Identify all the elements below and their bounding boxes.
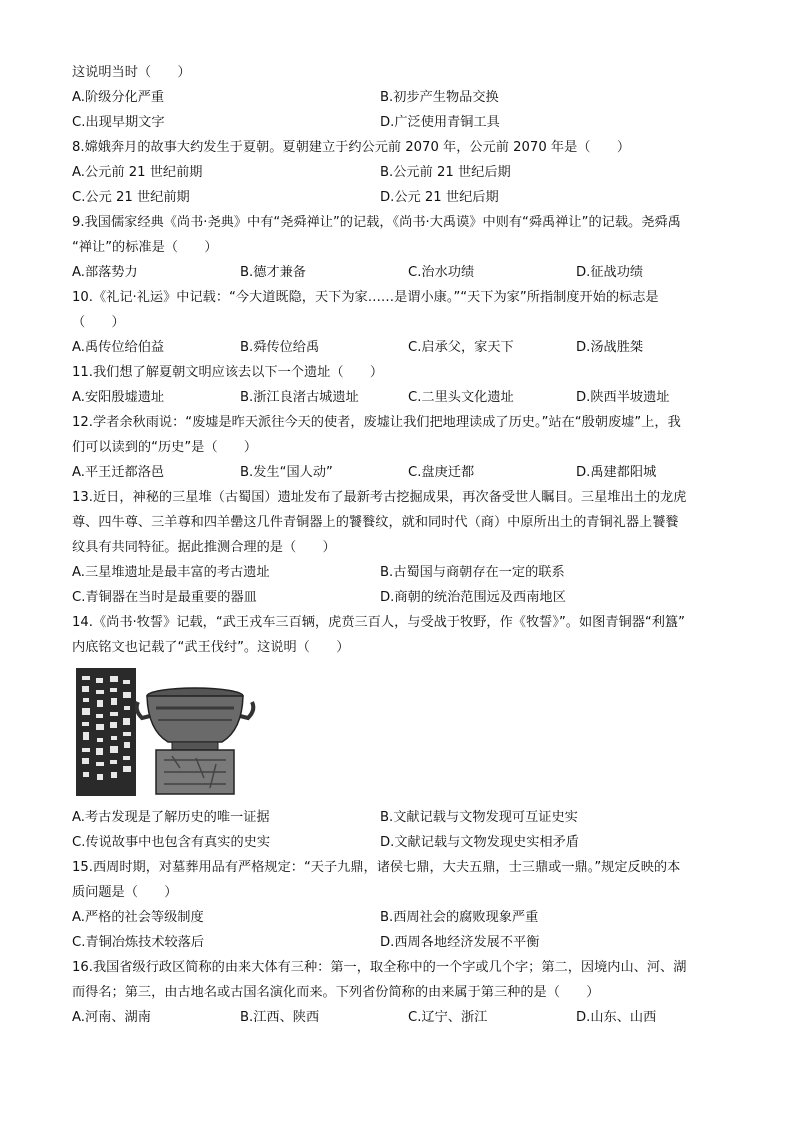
q16-option-b: B.江西、陕西 <box>240 1010 320 1025</box>
li-gui-illustration <box>76 668 256 798</box>
q10-option-a: A.禹传位给伯益 <box>72 340 165 355</box>
intro-stem: 这说明当时（ ） <box>72 65 191 80</box>
q16-stem-line2: 而得名；第三，由古地名或古国名演化而来。下列省份简称的由来属于第三种的是（ ） <box>72 985 600 1000</box>
q12-stem-line2: 们可以读到的“历史”是（ ） <box>72 440 258 455</box>
q16-stem-line1: 16.我国省级行政区简称的由来大体有三种：第一，取全称中的一个字或几个字；第二，因境内山、河、湖 <box>72 960 687 975</box>
q15-stem-line2: 质问题是（ ） <box>72 885 178 900</box>
q12-option-d: D.禹建都阳城 <box>576 465 657 480</box>
q16-option-a: A.河南、湖南 <box>72 1010 151 1025</box>
q10-option-c: C.启承父，家天下 <box>408 340 514 355</box>
q10-stem-line1: 10.《礼记·礼运》中记载：“今大道既隐，天下为家……是谓小康。”“天下为家”所指制度开始的标志是 <box>72 290 659 305</box>
q9-option-d: D.征战功绩 <box>576 265 644 280</box>
q15-option-a: A.严格的社会等级制度 <box>72 910 204 925</box>
q14-option-c: C.传说故事中也包含有真实的史实 <box>72 835 271 850</box>
q10-option-d: D.汤战胜桀 <box>576 340 644 355</box>
q12-stem-line1: 12.学者余秋雨说：“废墟是昨天派往今天的使者，废墟让我们把地理读成了历史。”站在“殷朝废墟”上，我 <box>72 415 681 430</box>
q14-stem-line2: 内底铭文也记载了“武王伐纣”。这说明（ ） <box>72 640 350 655</box>
intro-option-c: C.出现早期文字 <box>72 115 165 130</box>
q8-option-c: C.公元 21 世纪前期 <box>72 190 190 205</box>
bronze-vessel <box>137 688 254 794</box>
q10-stem-line2: （ ） <box>72 315 125 330</box>
q11-option-a: A.安阳殷墟遗址 <box>72 390 165 405</box>
q13-option-a: A.三星堆遗址是最丰富的考古遗址 <box>72 565 270 580</box>
q11-option-b: B.浙江良渚古城遗址 <box>240 390 359 405</box>
intro-option-b: B.初步产生物品交换 <box>380 90 499 105</box>
q13-option-c: C.青铜器在当时是最重要的器皿 <box>72 590 257 605</box>
q9-option-b: B.德才兼备 <box>240 265 306 280</box>
q15-option-b: B.西周社会的腐败现象严重 <box>380 910 539 925</box>
intro-option-a: A.阶级分化严重 <box>72 90 165 105</box>
q13-stem-line3: 纹具有共同特征。据此推测合理的是（ ） <box>72 540 336 555</box>
q9-stem-line2: “禅让”的标准是（ ） <box>72 240 218 255</box>
q11-option-c: C.二里头文化遗址 <box>408 390 514 405</box>
q9-option-a: A.部落势力 <box>72 265 138 280</box>
q12-option-b: B.发生“国人动” <box>240 465 333 480</box>
q15-option-c: C.青铜冶炼技术较落后 <box>72 935 205 950</box>
q12-option-a: A.平王迁都洛邑 <box>72 465 165 480</box>
q13-stem-line1: 13.近日，神秘的三星堆（古蜀国）遗址发布了最新考古挖掘成果，再次备受世人瞩目。三星堆出土的龙虎 <box>72 490 687 505</box>
q8-option-a: A.公元前 21 世纪前期 <box>72 165 203 180</box>
q15-stem-line1: 15.西周时期，对墓葬用品有严格规定：“天子九鼎，诸侯七鼎，大夫五鼎，士三鼎或一鼎。”规定反映的本 <box>72 860 681 875</box>
q9-stem-line1: 9.我国儒家经典《尚书·尧典》中有“尧舜禅让”的记载，《尚书·大禹谟》中则有“舜禹禅让”的记载。尧舜禹 <box>72 215 681 230</box>
q15-option-d: D.西周各地经济发展不平衡 <box>380 935 540 950</box>
q14-option-d: D.文献记载与文物发现史实相矛盾 <box>380 835 579 850</box>
q14-stem-line1: 14.《尚书·牧誓》记载，“武王戎车三百辆，虎贲三百人，与受战于牧野，作《牧誓》”。如图青铜器“利簋” <box>72 615 685 630</box>
q8-stem: 8.嫦娥奔月的故事大约发生于夏朝。夏朝建立于约公元前 2070 年，公元前 2070 年是（ ） <box>72 140 631 155</box>
li-gui-bronze-figure <box>76 668 256 798</box>
q16-option-d: D.山东、山西 <box>576 1010 657 1025</box>
q11-option-d: D.陕西半坡遗址 <box>576 390 670 405</box>
q11-stem: 11.我们想了解夏朝文明应该去以下一个遗址（ ） <box>72 365 384 380</box>
q8-option-d: D.公元 21 世纪后期 <box>380 190 499 205</box>
q13-option-b: B.古蜀国与商朝存在一定的联系 <box>380 565 565 580</box>
q13-stem-line2: 尊、四牛尊、三羊尊和四羊罍这几件青铜器上的饕餮纹，就和同时代（商）中原所出土的青铜礼器上饕餮 <box>72 515 679 530</box>
q8-option-b: B.公元前 21 世纪后期 <box>380 165 511 180</box>
q9-option-c: C.治水功绩 <box>408 265 475 280</box>
intro-option-d: D.广泛使用青铜工具 <box>380 115 500 130</box>
q14-option-a: A.考古发现是了解历史的唯一证据 <box>72 810 270 825</box>
q14-option-b: B.文献记载与文物发现可互证史实 <box>380 810 578 825</box>
q12-option-c: C.盘庚迁都 <box>408 465 475 480</box>
q13-option-d: D.商朝的统治范围远及西南地区 <box>380 590 566 605</box>
q16-option-c: C.辽宁、浙江 <box>408 1010 488 1025</box>
q10-option-b: B.舜传位给禹 <box>240 340 320 355</box>
